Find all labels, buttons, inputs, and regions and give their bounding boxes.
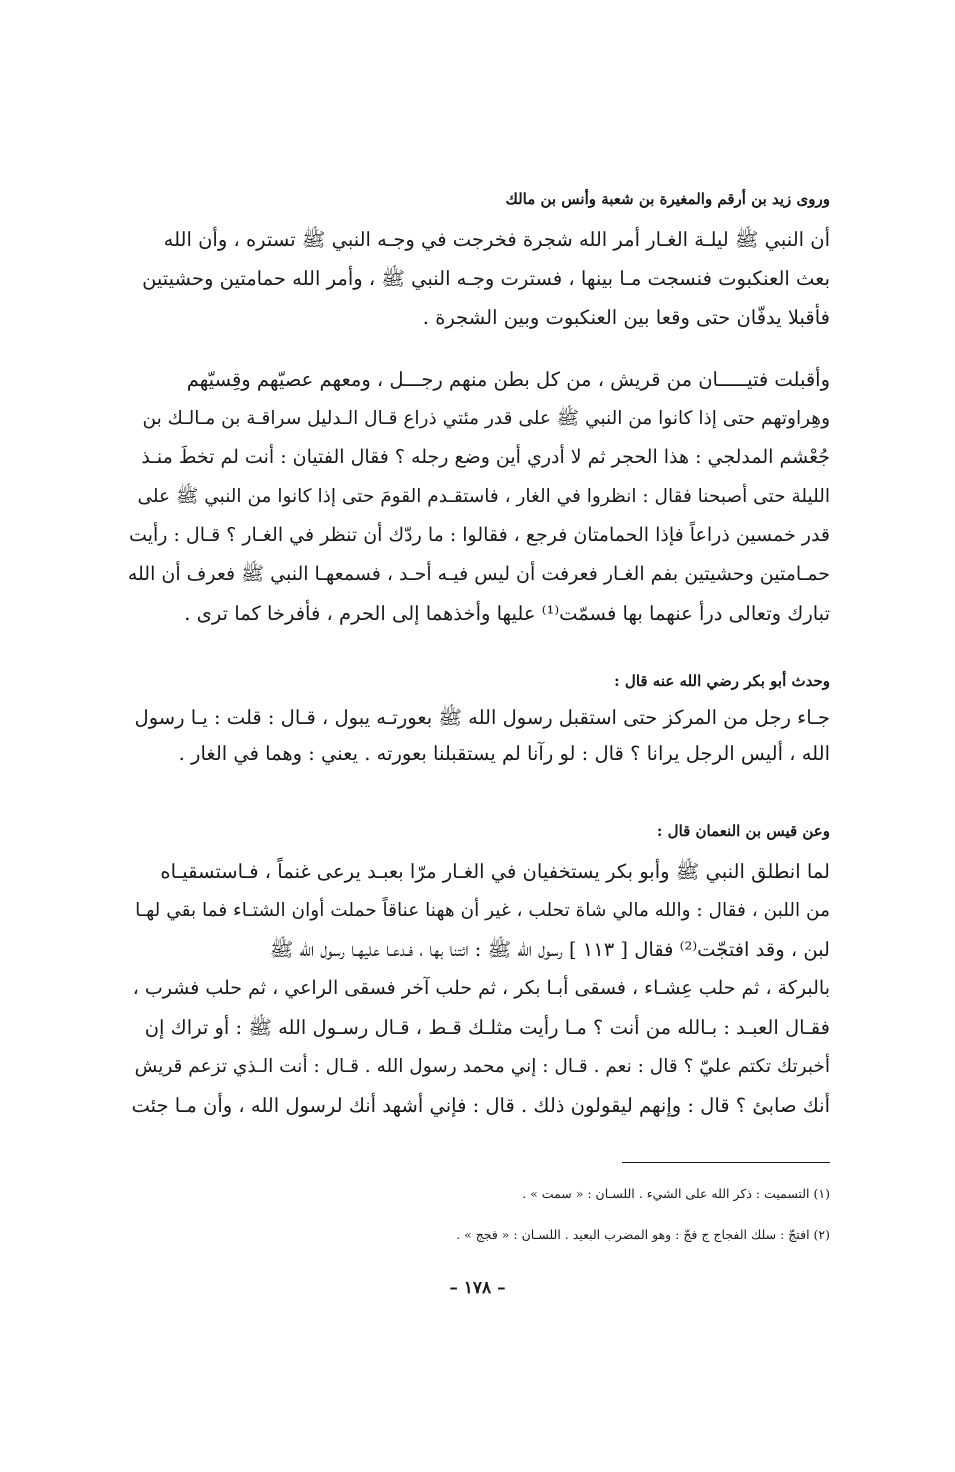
- paragraph-1: [125, 220, 830, 337]
- text-line: من اللبن ، فقال : والله مالي شاة تحلب ، غير أن ههنا عناقاً حملت أوان الشتـاء فما بقي لهـا: [135, 900, 830, 921]
- section-heading-2: وحدث أبو بكر رضي الله عنه قال :: [614, 672, 830, 690]
- text-line: أن النبي ﷺ ليلـة الغـار أمر الله شجرة فخرجت في وجـه النبي ﷺ تستره ، وأن الله: [163, 228, 830, 251]
- footnote-1: (١) التسميت : ذكر الله على الشيء . اللسـان : « سمت » .: [522, 1186, 830, 1201]
- footnote-divider: [622, 1162, 830, 1163]
- text-line: فأقبلا يدفّان حتى وقعا بين العنكبوت وبين الشجرة .: [422, 306, 830, 329]
- paragraph-3: [125, 700, 830, 772]
- text-line: أنك صابئ ؟ قال : وإنهم ليقولون ذلك . قال : فإني أشهد أنك لرسول الله ، وأن مـا جئت: [131, 1094, 830, 1117]
- text-line: جُعْشم المدلجي : هذا الحجر ثم لا أدري أين وضع رجله ؟ فقال الفتيان : أنت لم تخطَ منـذ: [141, 446, 830, 468]
- section-heading-1: وروى زيد بن أرقم والمغيرة بن شعبة وأنس بن مالك: [505, 190, 830, 208]
- text-line: لبن ، وقد افتجّت⁽²⁾ فقال [ ١١٣ ] رسول الله ﷺ : ائتنا بها ، فـدعـا عليهـا رسول الله ﷺ: [269, 938, 830, 961]
- paragraph-4: [125, 852, 830, 1125]
- text-line: الليلة حتى أصبحنا فقال : انظروا في الغار ، فاستقـدم القومَ حتى إذا كانوا من النبي ﷺ على: [137, 486, 830, 507]
- section-heading-3: وعن قيس بن النعمان قال :: [656, 822, 830, 840]
- paragraph-2: [125, 360, 830, 633]
- text-line: وأقبلت فتيـــــان من قريش ، من كل بطن منهم رجـــل ، ومعهم عصيّهم وقِسيّهم: [186, 368, 830, 391]
- text-line: تبارك وتعالى درأ عنهما بها فسمّت⁽¹⁾ عليها وأخذهما إلى الحرم ، فأفرخا كما ترى .: [184, 602, 830, 625]
- text-line: فقـال العبـد : بـالله من أنت ؟ مـا رأيت مثلـك قـط ، قـال رسـول الله ﷺ : أو تراك إن: [144, 1016, 830, 1039]
- footnote-2: (٢) افتجّ : سلك الفجاج ج فجّ : وهو المضرب البعيد . اللسـان : « فجج » .: [456, 1227, 830, 1242]
- text-line: الله ، أليس الرجل يرانا ؟ قال : لو رآنا لم يستقبلنا بعورته . يعني : وهما في الغار .: [178, 742, 830, 765]
- text-line: بعث العنكبوت فنسجت مـا بينها ، فسترت وجـه النبي ﷺ ، وأمر الله حمامتين وحشيتين: [142, 267, 830, 290]
- text-line: أخبرتك تكتم عليّ ؟ قال : نعم . قـال : إني محمد رسول الله . قـال : أنت الـذي تزعم قريش: [134, 1056, 830, 1077]
- text-line: وهِراوتهم حتى إذا كانوا من النبي ﷺ على قدر مئتي ذراع قـال الـدليل سراقـة بن مـالـك بن: [142, 408, 830, 429]
- text-line: جـاء رجل من المركز حتى استقبل رسول الله ﷺ بعورتـه يبول ، قـال : قلت : يـا رسول: [134, 706, 830, 729]
- page-number: – ١٧٨ –: [449, 1278, 506, 1298]
- text-line: قدر خمسين ذراعاً فإذا الحمامتان فرجع ، فقالوا : ما ردّك أن تنظر في الغـار ؟ قـال : رأيت: [129, 524, 830, 546]
- text-line: لما انطلق النبي ﷺ وأبو بكر يستخفيان في الغـار مرّا بعبـد يرعى غنماً ، فـاستسقيـاه: [160, 860, 830, 883]
- text-line: حمـامتين وحشيتين بفم الغـار فعرفت أن ليس فيـه أحـد ، فسمعهـا النبي ﷺ فعرف أن الله: [127, 563, 830, 585]
- text-line: بالبركة ، ثم حلب عِشـاء ، فسقى أبـا بكر ، ثم حلب آخر فسقى الراعي ، ثم حلب فشرب ،: [132, 977, 830, 999]
